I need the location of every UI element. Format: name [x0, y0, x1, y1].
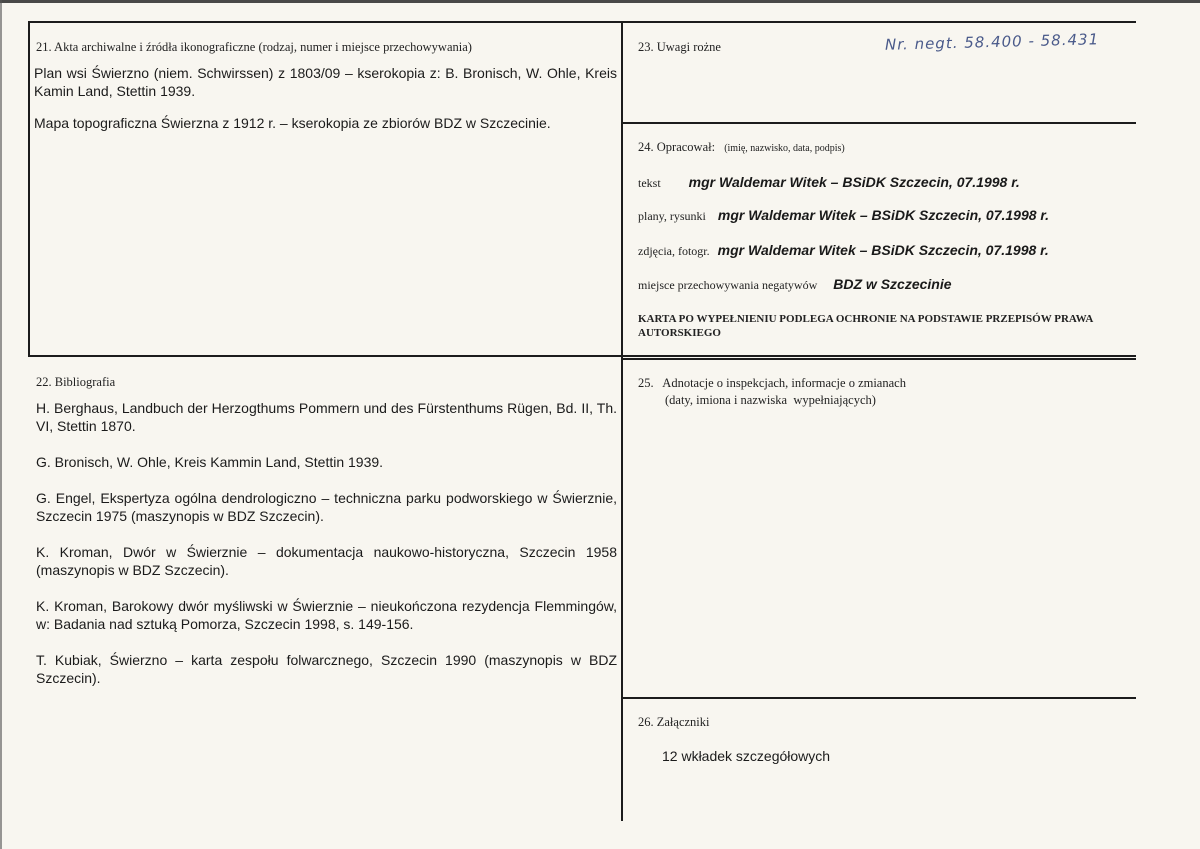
section-24-title: 24. Opracował:	[638, 140, 716, 154]
section-21-label: 21. Akta archiwalne i źródła ikonograficzne (rodzaj, numer i miejsce przechowywania)	[36, 40, 472, 54]
archive-entry: Mapa topograficzna Świerzna z 1912 r. – kserokopia ze zbiorów BDZ w Szczecinie.	[34, 115, 551, 131]
left-border	[28, 21, 30, 357]
negatives-storage-row	[638, 276, 952, 293]
bibliography-entry: G. Bronisch, W. Ohle, Kreis Kammin Land, Stettin 1939.	[36, 454, 384, 470]
divider-row	[28, 355, 1136, 357]
section-25-sublabel: (daty, imiona i nazwiska wypełniających)	[665, 393, 876, 407]
scan-edge-left	[0, 0, 2, 849]
archive-entry: Plan wsi Świerzno (niem. Schwirssen) z 1803/09 – kserokopia z: B. Bronisch, W. Ohle, Kreis Kamin Land, Stettin 1939.	[34, 65, 617, 99]
copyright-notice: KARTA PO WYPEŁNIENIU PODLEGA OCHRONIE NA PODSTAWIE PRZEPISÓW PRAWA AUTORSKIEGO	[638, 313, 1093, 339]
column-divider	[621, 21, 623, 821]
author-row-value: mgr Waldemar Witek – BSiDK Szczecin, 07.1998 r.	[717, 207, 1049, 223]
top-border	[28, 21, 1136, 23]
section-21-content	[34, 64, 617, 150]
author-row-drawings	[638, 207, 1049, 224]
section-22-label: 22. Bibliografia	[36, 375, 116, 389]
section-23-label: 23. Uwagi rożne	[638, 40, 721, 54]
bibliography-entry: G. Engel, Ekspertyza ogólna dendrologiczno – techniczna parku podworskiego w Świerznie, Szczecin 1975 (maszynopis w BDZ Szczecin).	[36, 490, 617, 524]
author-row-value: mgr Waldemar Witek – BSiDK Szczecin, 07.1998 r.	[688, 174, 1020, 190]
divider-25-26	[623, 697, 1136, 699]
handwritten-note: Nr. negt. 58.400 - 58.431	[884, 30, 1100, 54]
bibliography-list	[36, 399, 617, 705]
section-24-label	[638, 140, 845, 155]
author-row-label: zdjęcia, fotogr.	[638, 244, 710, 258]
author-row-value: mgr Waldemar Witek – BSiDK Szczecin, 07.1998 r.	[717, 242, 1049, 258]
bibliography-entry: T. Kubiak, Świerzno – karta zespołu folwarcznego, Szczecin 1990 (maszynopis w BDZ Szczecin).	[36, 652, 617, 686]
author-row-photos	[638, 242, 1049, 259]
negatives-storage-value: BDZ w Szczecinie	[833, 276, 952, 292]
negatives-storage-label: miejsce przechowywania negatywów	[638, 278, 818, 292]
scan-edge-top	[0, 0, 1200, 3]
author-row-label: tekst	[638, 176, 661, 190]
attachments-value: 12 wkładek szczegółowych	[662, 748, 831, 764]
bibliography-entry: K. Kroman, Dwór w Świerznie – dokumentacja naukowo-historyczna, Szczecin 1958 (maszynopis w BDZ Szczecin).	[36, 544, 617, 578]
section-25-label: 25. Adnotacje o inspekcjach, informacje o zmianach	[638, 376, 906, 390]
bibliography-entry: H. Berghaus, Landbuch der Herzogthums Pommern und des Fürstenthums Rügen, Bd. II, Th. VI, Stettin 1870.	[36, 400, 617, 434]
divider-23-24	[623, 122, 1136, 124]
section-26-label: 26. Załączniki	[638, 715, 710, 729]
author-row-label: plany, rysunki	[638, 209, 706, 223]
divider-row-right	[623, 358, 1136, 360]
bibliography-entry: K. Kroman, Barokowy dwór myśliwski w Świerznie – nieukończona rezydencja Flemmingów, w: Badania nad sztuką Pomorza, Szczecin 1998, s. 149-156.	[36, 598, 617, 632]
author-row-text	[638, 174, 1020, 191]
section-24-hint: (imię, nazwisko, data, podpis)	[724, 143, 845, 154]
